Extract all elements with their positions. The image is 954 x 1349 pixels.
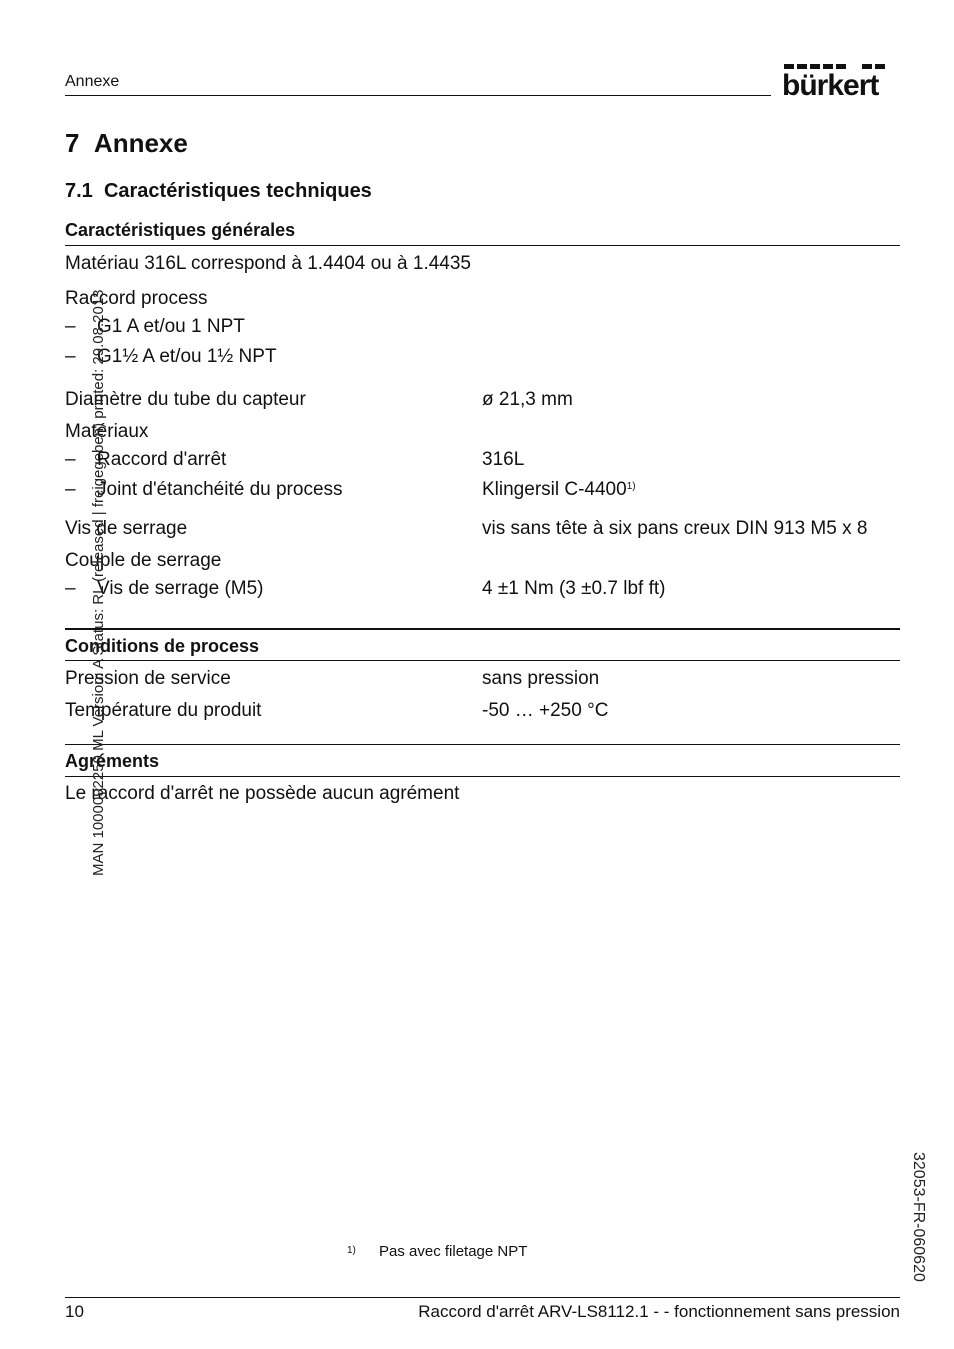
- list-dash: –: [65, 316, 76, 337]
- list-dash: –: [65, 449, 76, 470]
- process-heading: Conditions de process: [65, 636, 260, 656]
- svg-text:bürkert: bürkert: [782, 69, 879, 98]
- footnote-mark: 1): [347, 1245, 356, 1256]
- list-dash: –: [65, 578, 76, 599]
- torque-item-1-label: Vis de serrage (M5): [97, 578, 264, 599]
- chapter-number: 7: [65, 128, 80, 158]
- seal-material: Klingersil C-4400: [482, 479, 627, 500]
- screw-label: Vis de serrage: [65, 518, 188, 539]
- footnote-text: Pas avec filetage NPT: [379, 1243, 528, 1260]
- pressure-value: sans pression: [482, 668, 600, 689]
- page-number: 10: [65, 1302, 84, 1321]
- pressure-label: Pression de service: [65, 668, 231, 689]
- torque-label: Couple de serrage: [65, 550, 222, 571]
- approvals-heading: Agréments: [65, 751, 160, 771]
- process-rule: [65, 660, 900, 661]
- section-title: [65, 180, 372, 203]
- footer-title: Raccord d'arrêt ARV-LS8112.1 - - fonctionnement sans pression: [418, 1302, 900, 1321]
- section-name: Caractéristiques techniques: [103, 180, 372, 202]
- list-dash: –: [65, 479, 76, 500]
- torque-item-1-value: 4 ±1 Nm (3 ±0.7 lbf ft): [482, 578, 666, 599]
- temperature-label: Température du produit: [65, 700, 262, 721]
- approvals-rule: [65, 776, 900, 777]
- general-heading: Caractéristiques générales: [65, 220, 296, 240]
- tube-diameter-label: Diamètre du tube du capteur: [65, 389, 306, 410]
- materials-item-1-label: Raccord d'arrêt: [97, 449, 227, 470]
- process-top-rule: [65, 628, 900, 630]
- process-connection-item-1: G1 A et/ou 1 NPT: [97, 316, 245, 337]
- burkert-logo: [782, 62, 900, 98]
- tube-diameter-value: ø 21,3 mm: [482, 389, 573, 410]
- materials-label: Matériaux: [65, 421, 149, 442]
- screw-value: vis sans tête à six pans creux DIN 913 M5 x 8: [482, 518, 868, 539]
- temperature-value: -50 … +250 °C: [482, 700, 609, 721]
- chapter-title: [65, 128, 188, 159]
- material-text: Matériau 316L correspond à 1.4404 ou à 1.4435: [65, 253, 471, 274]
- running-header: Annexe: [65, 73, 120, 90]
- header-rule: [65, 95, 771, 96]
- document-id: 32053-FR-060620: [910, 1152, 927, 1282]
- footer-rule: [65, 1297, 900, 1298]
- chapter-name: Annexe: [93, 128, 188, 158]
- general-rule: [65, 245, 900, 246]
- release-stamp: MAN 1000092259 ML Version: A Status: RL (released | freigegeben) printed: 29.08.2013: [90, 289, 107, 876]
- materials-item-2-label: Joint d'étanchéité du process: [97, 479, 343, 500]
- process-connection-label: Raccord process: [65, 288, 208, 309]
- materials-item-2-value: [482, 479, 636, 501]
- section-number: 7.1: [65, 180, 93, 202]
- approvals-top-rule: [65, 744, 900, 745]
- approvals-text: Le raccord d'arrêt ne possède aucun agrément: [65, 783, 460, 804]
- footnote-ref: 1): [626, 481, 636, 492]
- process-connection-item-2: G1½ A et/ou 1½ NPT: [97, 346, 277, 367]
- materials-item-1-value: 316L: [482, 449, 525, 470]
- list-dash: –: [65, 346, 76, 367]
